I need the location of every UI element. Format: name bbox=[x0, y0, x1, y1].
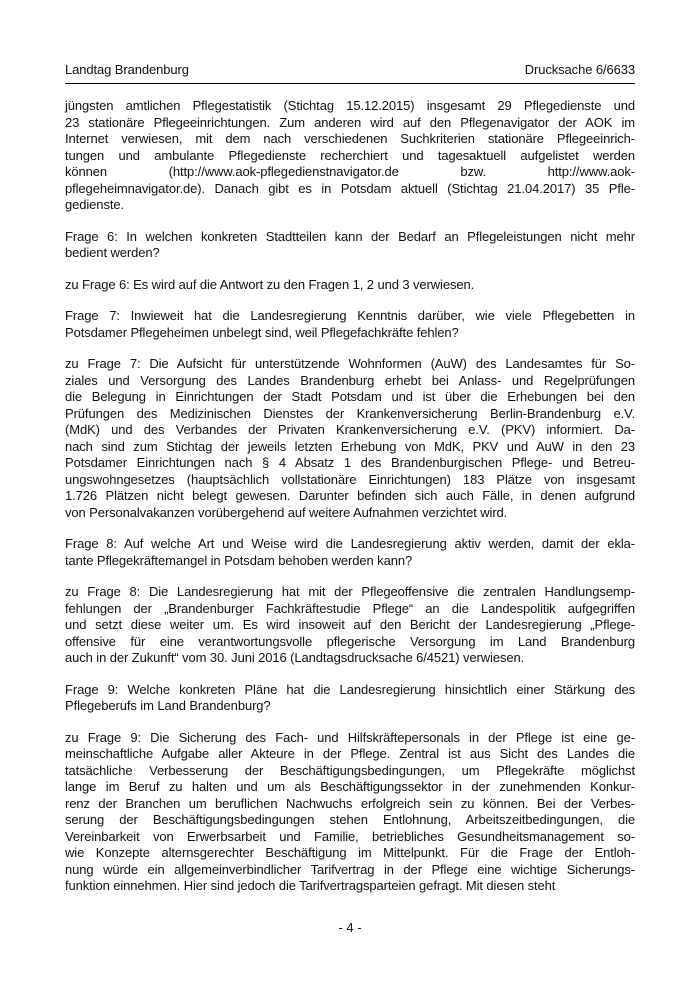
text-line: lange im Beruf zu halten und um als Beschäftigungssektor in der zunehmenden Konkur- bbox=[65, 779, 635, 794]
text-line: Frage 8: Auf welche Art und Weise wird die Landesregierung aktiv werden, damit der ekla- bbox=[65, 536, 635, 551]
paragraph bbox=[65, 98, 635, 214]
text-line: zu Frage 7: Die Aufsicht für unterstützende Wohnformen (AuW) des Landesamtes für So- bbox=[65, 356, 635, 371]
text-line: Pflegeberufs im Land Brandenburg? bbox=[65, 698, 271, 713]
text-line: Frage 6: In welchen konkreten Stadtteilen kann der Bedarf an Pflegeleistungen nicht mehr bbox=[65, 228, 635, 244]
paragraph bbox=[65, 682, 635, 715]
text-line: Frage 9: Welche konkreten Pläne hat die Landesregierung hinsichtlich einer Stärkung des bbox=[65, 681, 635, 697]
text-line: Internet verwiesen, mit dem nach verschiedenen Suchkriterien stationäre Pflegeeinrich- bbox=[65, 131, 635, 146]
text-line: bedient werden? bbox=[65, 245, 160, 260]
text-line: können (http://www.aok-pflegedienstnavigator.de bzw. http://www.aok- bbox=[65, 164, 635, 179]
text-line: ungswohngesetzes (hauptsächlich vollstationäre Einrichtungen) 183 Plätze von insgesamt bbox=[65, 471, 635, 487]
text-line: auch in der Zukunft“ vom 30. Juni 2016 (Landtagsdrucksache 6/4521) verwiesen. bbox=[65, 650, 525, 665]
text-line: und setzt diese weiter um. Es wird insoweit auf den Bericht der Landesregierung „Pflege- bbox=[65, 617, 635, 632]
paragraph bbox=[65, 584, 635, 667]
paragraph bbox=[65, 356, 635, 521]
text-line: nung würde ein allgemeinverbindlicher Tarifvertrag in der Pflege eine wichtige Sicherungs- bbox=[65, 861, 635, 877]
header-publisher: Landtag Brandenburg bbox=[65, 62, 189, 77]
text-line: Potsdamer Pflegeheimen unbelegt sind, weil Pflegefachkräfte fehlen? bbox=[65, 324, 459, 340]
paragraph bbox=[65, 730, 635, 895]
text-line: Vereinbarkeit von Erwerbsarbeit und Familie, betriebliches Gesundheitsmanagement so- bbox=[65, 828, 635, 844]
text-line: 1.726 Plätzen nicht belegt gewesen. Darunter befinden sich auch Fälle, in denen aufgrund bbox=[65, 488, 635, 503]
page-header bbox=[65, 62, 635, 84]
text-line: renz der Branchen um beruflichen Nachwuchs erfolgreich sein zu können. Bei der Verbes- bbox=[65, 795, 635, 811]
text-line: nach sind zum Stichtag der jeweils letzten Erhebung von MdK, PKV und AuW in den 23 bbox=[65, 438, 635, 454]
paragraph bbox=[65, 277, 635, 294]
text-line: die Belegung in Einrichtungen der Stadt Potsdam und ist über die Erhebungen bei den bbox=[65, 389, 635, 404]
document-body bbox=[65, 98, 635, 895]
text-line: 23 stationäre Pflegeeinrichtungen. Zum anderen wird auf den Pflegenavigator der AOK im bbox=[65, 114, 635, 130]
text-line: von Personalvakanzen vorübergehend auf weitere Aufnahmen verzichtet wird. bbox=[65, 504, 508, 520]
page-number: - 4 - bbox=[338, 920, 362, 935]
text-line: (MdK) und des Verbandes der Privaten Krankenversicherung e.V. (PKV) informiert. Da- bbox=[65, 422, 635, 437]
text-line: pflegeheimnavigator.de). Danach gibt es in Potsdam aktuell (Stichtag 21.04.2017) 35 Pfle- bbox=[65, 180, 635, 196]
paragraph bbox=[65, 308, 635, 341]
text-line: zu Frage 6: Es wird auf die Antwort zu den Fragen 1, 2 und 3 verwiesen. bbox=[65, 276, 475, 292]
text-line: fehlungen der „Brandenburger Fachkräftestudie Pflege“ an die Landespolitik aufgegriffen bbox=[65, 600, 635, 616]
text-line: zu Frage 9: Die Sicherung des Fach- und Hilfskräftepersonals in der Pflege ist eine ge- bbox=[65, 729, 635, 745]
text-line: zu Frage 8: Die Landesregierung hat mit der Pflegeoffensive die zentralen Handlungsemp- bbox=[65, 584, 635, 599]
text-line: Potsdamer Einrichtungen nach § 4 Absatz 1 des Brandenburgischen Pflege- und Betreu- bbox=[65, 455, 635, 470]
page-footer bbox=[0, 920, 700, 935]
text-line: tungen und ambulante Pflegedienste recherchiert und tagesaktuell aufgelistet werden bbox=[65, 147, 635, 163]
text-line: Prüfungen des Medizinischen Dienstes der Krankenversicherung Berlin-Brandenburg e.V. bbox=[65, 405, 635, 421]
paragraph bbox=[65, 536, 635, 569]
text-line: Frage 7: Inwieweit hat die Landesregierung Kenntnis darüber, wie viele Pflegebetten in bbox=[65, 308, 635, 323]
text-line: serung der Beschäftigungsbedingungen stehen Entlohnung, Arbeitszeitbedingungen, die bbox=[65, 812, 635, 827]
text-line: tante Pflegekräftemangel in Potsdam behoben werden kann? bbox=[65, 552, 413, 568]
text-line: offensive für eine verantwortungsvolle pflegerische Versorgung im Land Brandenburg bbox=[65, 633, 635, 649]
paragraph bbox=[65, 229, 635, 262]
text-line: gedienste. bbox=[65, 197, 124, 212]
text-line: funktion einnehmen. Hier sind jedoch die Tarifvertragsparteien gefragt. Mit diesen steht bbox=[65, 878, 556, 893]
header-document-number: Drucksache 6/6633 bbox=[524, 62, 635, 77]
text-line: jüngsten amtlichen Pflegestatistik (Stichtag 15.12.2015) insgesamt 29 Pflegedienste und bbox=[65, 98, 635, 113]
text-line: ziales und Versorgung des Landes Brandenburg erhebt bei Anlass- und Regelprüfungen bbox=[65, 372, 635, 388]
text-line: wie Konzepte alternsgerechter Beschäftigung im Mittelpunkt. Für die Frage der Entloh- bbox=[65, 845, 635, 860]
text-line: tatsächliche Verbesserung der Beschäftigungsbedingungen, um Pflegekräfte möglichst bbox=[65, 762, 635, 778]
text-line: meinschaftliche Aufgabe aller Akteure in der Pflege. Zentral ist aus Sicht des Landes die bbox=[65, 746, 635, 761]
